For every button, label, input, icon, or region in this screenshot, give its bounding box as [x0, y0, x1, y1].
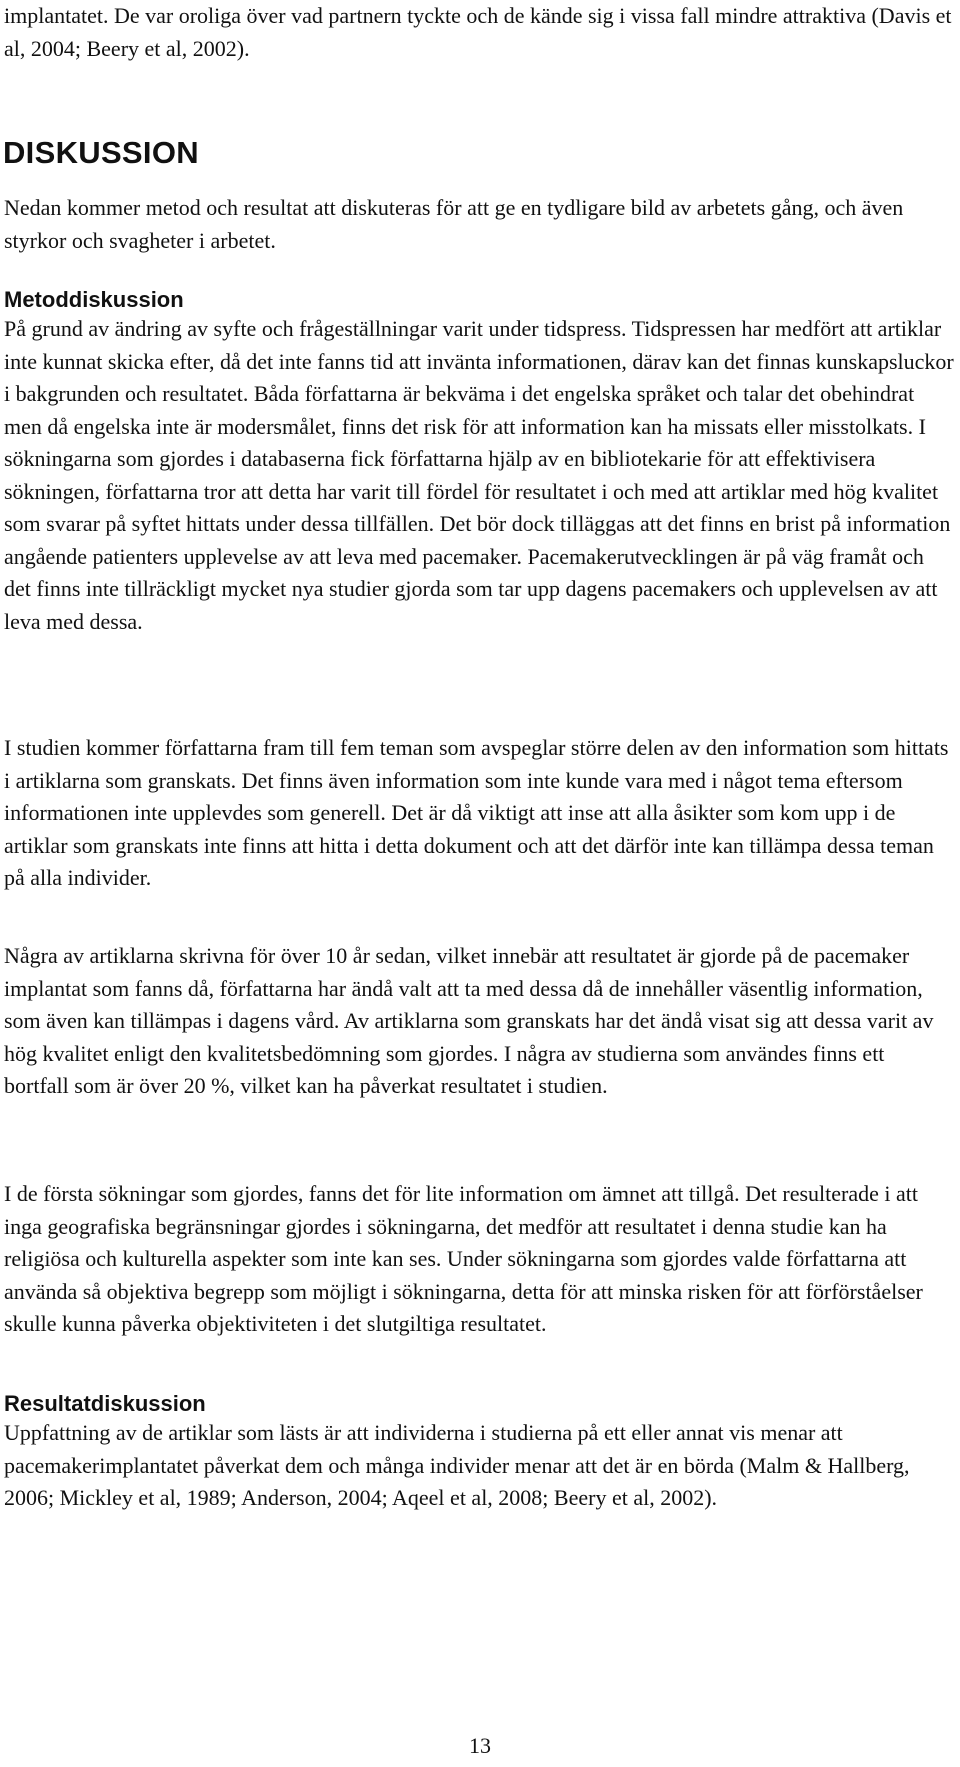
heading-resultatdiskussion: Resultatdiskussion	[4, 1391, 206, 1416]
intro-paragraph: implantatet. De var oroliga över vad partnern tyckte och de kände sig i vissa fall mindre attraktiva (Davis et al, 2004; Beery et al, 2002).	[4, 3, 952, 61]
heading-diskussion: DISKUSSION	[3, 135, 199, 170]
metod-paragraph-4: I de första sökningar som gjordes, fanns det för lite information om ämnet att tillgå. Det resulterade i att inga geografiska begränsningar gjordes i sökningarna, det medför att resultatet i denna studie kan ha religiösa och kulturella aspekter som inte kan ses. Under sökningarna som gjordes valde författarna att använda så objektiva begrepp som möjligt i sökningarna, detta för att minska risken för att förförståelser skulle kunna påverka objektiviteten i det slutgiltiga resultatet.	[4, 1181, 923, 1336]
resultat-paragraph: Uppfattning av de artiklar som lästs är att individerna i studierna på ett eller annat vis menar att pacemakerimplantatet påverkat dem och många individer menar att det är en börda (Malm & Hallberg, 2006; Mickley et al, 1989; Anderson, 2004; Aqeel et al, 2008; Beery et al, 2002).	[4, 1420, 910, 1510]
metod-paragraph-1: På grund av ändring av syfte och frågeställningar varit under tidspress. Tidspressen har medfört att artiklar inte kunnat skicka efter, då det inte fanns tid att invänta informationen, därav kan det finnas kunskapsluckor i bakgrunden och resultatet. Båda författarna är bekväma i det engelska språket och talar det obehindrat men då engelska inte är modersmålet, finns det risk för att information kan ha missats eller misstolkats. I sökningarna som gjordes i databaserna fick författarna hjälp av en bibliotekarie för att effektivisera sökningen, författarna tror att detta har varit till fördel för resultatet i och med att artiklar med hög kvalitet som svarar på syftet hittats under dessa tillfällen. Det bör dock tilläggas att det finns en brist på information angående patienters upplevelse av att leva med pacemaker. Pacemakerutvecklingen är på väg framåt och det finns inte tillräckligt mycket nya studier gjorda som tar upp dagens pacemakers och upplevelsen av att leva med dessa.	[4, 316, 954, 634]
metod-paragraph-2: I studien kommer författarna fram till fem teman som avspeglar större delen av den information som hittats i artiklarna som granskats. Det finns även information som inte kunde vara med i något tema eftersom informationen inte upplevdes som generell. Det är då viktigt att inse att alla åsikter som kom upp i de artiklar som granskats inte finns att hitta i detta dokument och att det därför inte kan tillämpa dessa teman på alla individer.	[4, 735, 949, 890]
heading-metoddiskussion: Metoddiskussion	[4, 287, 184, 312]
page-number: 13	[469, 1733, 491, 1758]
metod-paragraph-3: Några av artiklarna skrivna för över 10 år sedan, vilket innebär att resultatet är gjorde på de pacemaker implantat som fanns då, författarna har ändå valt att ta med dessa då de innehåller väsentlig information, som även kan tillämpas i dagens vård. Av artiklarna som granskats har det ändå visat sig att dessa varit av hög kvalitet enligt den kvalitetsbedömning som gjordes. I några av studierna som användes finns ett bortfall som är över 20 %, vilket kan ha påverkat resultatet i studien.	[4, 943, 934, 1098]
diskussion-paragraph: Nedan kommer metod och resultat att diskuteras för att ge en tydligare bild av arbetets gång, och även styrkor och svagheter i arbetet.	[4, 195, 904, 253]
